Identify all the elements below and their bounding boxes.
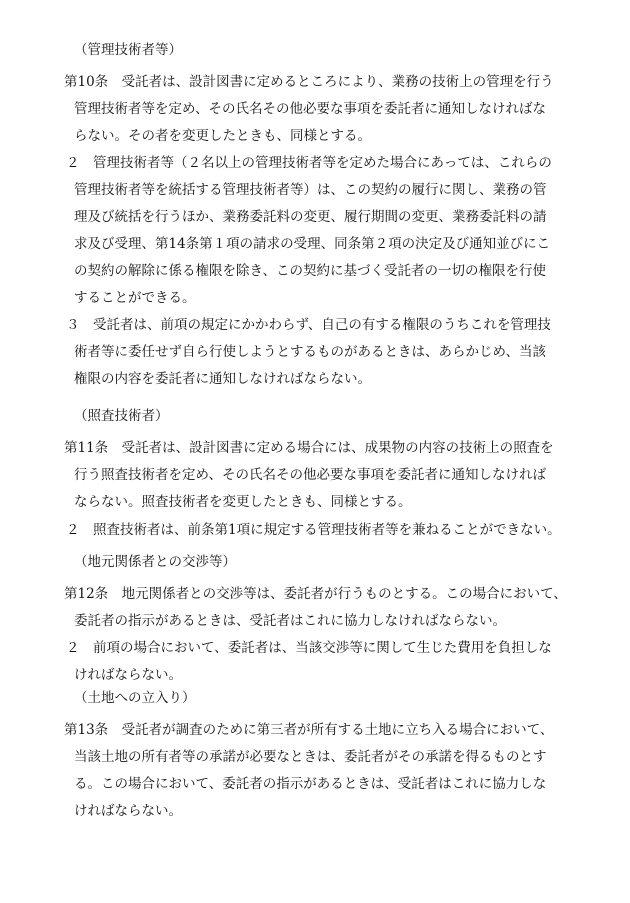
article-10-para2-line: 理及び統括を行うほか、業務委託料の変更、履行期間の変更、業務委託料の請 bbox=[74, 209, 547, 225]
article-12-line: 委託者の指示があるときは、受託者はこれに協力しなければならない。 bbox=[74, 613, 506, 629]
article-11-heading: （照査技術者） bbox=[74, 408, 169, 424]
article-10-para2-line: 求及び受理、第14条第１項の請求の受理、同条第２項の決定及び通知並びにこ bbox=[74, 236, 551, 252]
article-10-line: らない。その者を変更したときも、同様とする。 bbox=[74, 128, 371, 144]
article-12-line: 第12条 地元関係者との交渉等は、委託者が行うものとする。この場合において、 bbox=[64, 586, 567, 602]
article-13-heading: （土地への立入り） bbox=[74, 690, 196, 706]
article-10-para2-line: 管理技術者等を統括する管理技術者等）は、この契約の履行に関し、業務の管 bbox=[74, 182, 547, 198]
article-10-heading: （管理技術者等） bbox=[74, 42, 182, 58]
article-10-line: 第10条 受託者は、設計図書に定めるところにより、業務の技術上の管理を行う bbox=[64, 74, 554, 90]
article-11-para2-line: ２ 照査技術者は、前条第1項に規定する管理技術者等を兼ねることができない。 bbox=[66, 522, 561, 538]
article-13-line: ければならない。 bbox=[74, 803, 182, 819]
article-10-para3-line: 術者等に委任せず自ら行使しようとするものがあるときは、あらかじめ、当該 bbox=[74, 344, 546, 360]
article-11-line: 行う照査技術者を定め、その氏名その他必要な事項を委託者に通知しなければ bbox=[74, 467, 546, 483]
article-10-para2-line: ２ 管理技術者等（２名以上の管理技術者等を定めた場合にあっては、これらの bbox=[66, 155, 552, 171]
article-10-para3-line: 権限の内容を委託者に通知しなければならない。 bbox=[74, 371, 371, 387]
article-12-heading: （地元関係者との交渉等） bbox=[74, 554, 236, 570]
article-11-line: ならない。照査技術者を変更したときも、同様とする。 bbox=[74, 494, 412, 510]
article-10-line: 管理技術者等を定め、その氏名その他必要な事項を委託者に通知しなければな bbox=[74, 101, 546, 117]
article-11-line: 第11条 受託者は、設計図書に定める場合には、成果物の内容の技術上の照査を bbox=[64, 440, 554, 456]
article-10-para2-line: の契約の解除に係る権限を除き、この契約に基づく受託者の一切の権限を行使 bbox=[74, 263, 546, 279]
article-10-para3-line: ３ 受託者は、前項の規定にかかわらず、自己の有する権限のうちこれを管理技 bbox=[66, 317, 551, 333]
article-12-para2-line: ２ 前項の場合において、委託者は、当該交渉等に関して生じた費用を負担しな bbox=[66, 640, 552, 656]
article-12-para2-line: ければならない。 bbox=[74, 667, 182, 683]
article-13-line: 第13条 受託者が調査のために第三者が所有する土地に立ち入る場合において、 bbox=[64, 722, 554, 738]
article-13-line: 当該土地の所有者等の承諾が必要なときは、委託者がその承諾を得るものとす bbox=[74, 749, 547, 765]
article-10-para2-line: することができる。 bbox=[74, 290, 196, 306]
article-13-line: る。この場合において、委託者の指示があるときは、受託者はこれに協力しな bbox=[74, 776, 547, 792]
